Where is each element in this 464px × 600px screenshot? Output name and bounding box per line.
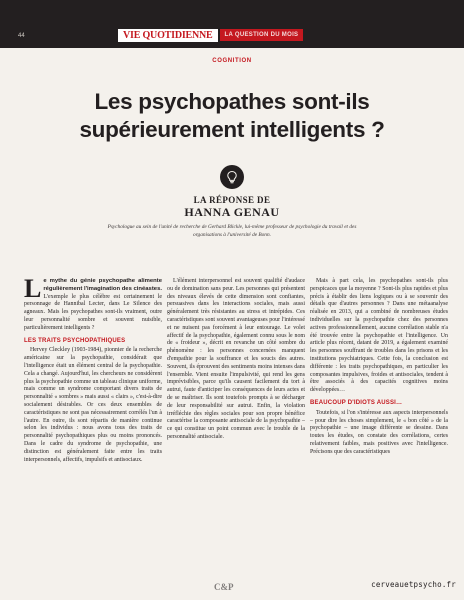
paragraph: Hervey Cleckley (1903-1984), pionnier de la recherche américaine sur la psychopathie, considérait que l'intelligence était un élément central de la psychopathie. Cela a changé. Aujourd'hui, les chercheurs ne considèrent plus la psychopathie comme un tableau clinique uniforme, mais comme un syndrome comportant divers traits de personnalité « sombres » mais aussi « clairs », c'est-à-dire socialement désirables. Or ces deux ensembles de caractéristiques ne sont pas nécessairement corrélés l'un à l'autre. En outre, ils sont répartis de manière continue selon les individus : nous avons tous des traits de personnalité psychopathiques plus ou moins prononcés. Dans le cadre du syndrome de psychopathie, une distinction est généralement faite entre les traits interpersonnels, affectifs, impulsifs et antisociaux. <box>24 347 162 463</box>
author-name: HANNA GENAU <box>184 205 280 219</box>
magazine-logo: C&P <box>214 582 234 592</box>
section-name: VIE QUOTIDIENNE <box>118 29 218 42</box>
section-tab <box>118 28 303 42</box>
section-subtitle: LA QUESTION DU MOIS <box>220 29 304 41</box>
body-column-1 <box>24 274 162 464</box>
drop-cap: L <box>24 274 42 303</box>
paragraph: L'exemple le plus célèbre est certainement le personnage de Hannibal Lecter, dans Le Silence des agneaux. Mais les psychopathes sont-ils vraiment, outre leur personnalité sombre et souvent nuisible, particulièrement intelligents ? <box>24 293 162 331</box>
lead-sentence: e mythe du génie psychopathe alimente régulièrement l'imagination des cinéastes. <box>43 278 162 292</box>
page-number: 44 <box>18 33 25 39</box>
subheading: LES TRAITS PSYCHOPATHIQUES <box>24 337 126 344</box>
body-column-2 <box>167 278 305 442</box>
author-bio: Psychologue au sein de l'unité de recherche de Gerhard Blickle, lui-même professeur de psychologie du travail et des organisations à l'université de Bonn. <box>107 224 357 238</box>
body-column-3 <box>310 278 448 457</box>
lightbulb-icon <box>220 165 244 189</box>
site-watermark: cerveauetpsycho.fr <box>371 580 456 589</box>
article-kicker: COGNITION <box>212 58 252 64</box>
subheading: BEAUCOUP D'IDIOTS AUSSI… <box>310 399 403 406</box>
paragraph: L'élément interpersonnel est souvent qualifié d'audace ou de domination sans peur. Les personnes qui présentent des niveaux élevés de cette dimension sont confiantes, persuasives dans les interactions sociales, mais aussi généralement très résistantes au stress et intrépides. Ces caractéristiques sont souvent avantageuses pour l'intéressé et ne nuisent pas forcément à leur entourage. Le volet affectif de la psychopathie, également connu sous le nom de « froideur », décrit en revanche un côté sombre du phénomène : les personnes concernées manquent d'empathie pour la souffrance et les soucis des autres. Souvent, ils éprouvent des sentiments moins intenses dans l'ensemble. Vient ensuite l'impulsivité, qui rend les gens imprévisibles, parce qu'ils causent facilement du tort à autrui, faute d'anticiper les conséquences de leurs actes et de se maîtriser. Ils sont toutefois prompts à se décharger de leur responsabilité sur autrui. Enfin, la violation irréfléchie des règles sociales pour son propre bénéfice caractérise la composante antisociale de la psychopathie – ce qui constitue un point commun avec le trouble de la personnalité antisociale. <box>167 278 305 440</box>
article-body <box>0 274 464 578</box>
reponse-label: LA RÉPONSE DE <box>193 195 271 205</box>
paragraph: Toutefois, si l'on s'intéresse aux aspects interpersonnels – pour dire les choses simplement, le « bon côté » de la psychopathie – une image différente se dessine. Dans toutes les études, on constate des corrélations, certes relativement faibles, mais positives avec l'intelligence. Précisons que des caractéristiques <box>310 409 448 455</box>
paragraph: Mais à part cela, les psychopathes sont-ils plus perspicaces que la moyenne ? Sont-ils plus rapides et plus précis à établir des liens logiques ou à se souvenir des détails que d'autres personnes ? Dans une métaanalyse réalisée en 2013, qui a combiné de nombreuses études individuelles sur la psychopathie chez des personnes actives professionnellement, aucune corrélation stable n'a été trouvée entre la psychopathie et l'intelligence. Un article plus récent, datant de 2019, a également examiné les personnes souffrant de troubles dans les prisons et les institutions psychiatriques. Cette fois, la conclusion est différente : les traits psychopathiques, en particulier les composantes impulsives, froides et antisociales, tendent à être associés à des capacités cognitives moins développées… <box>310 278 448 394</box>
article-headline: Les psychopathes sont-ils supérieurement intelligents ? <box>79 89 385 142</box>
